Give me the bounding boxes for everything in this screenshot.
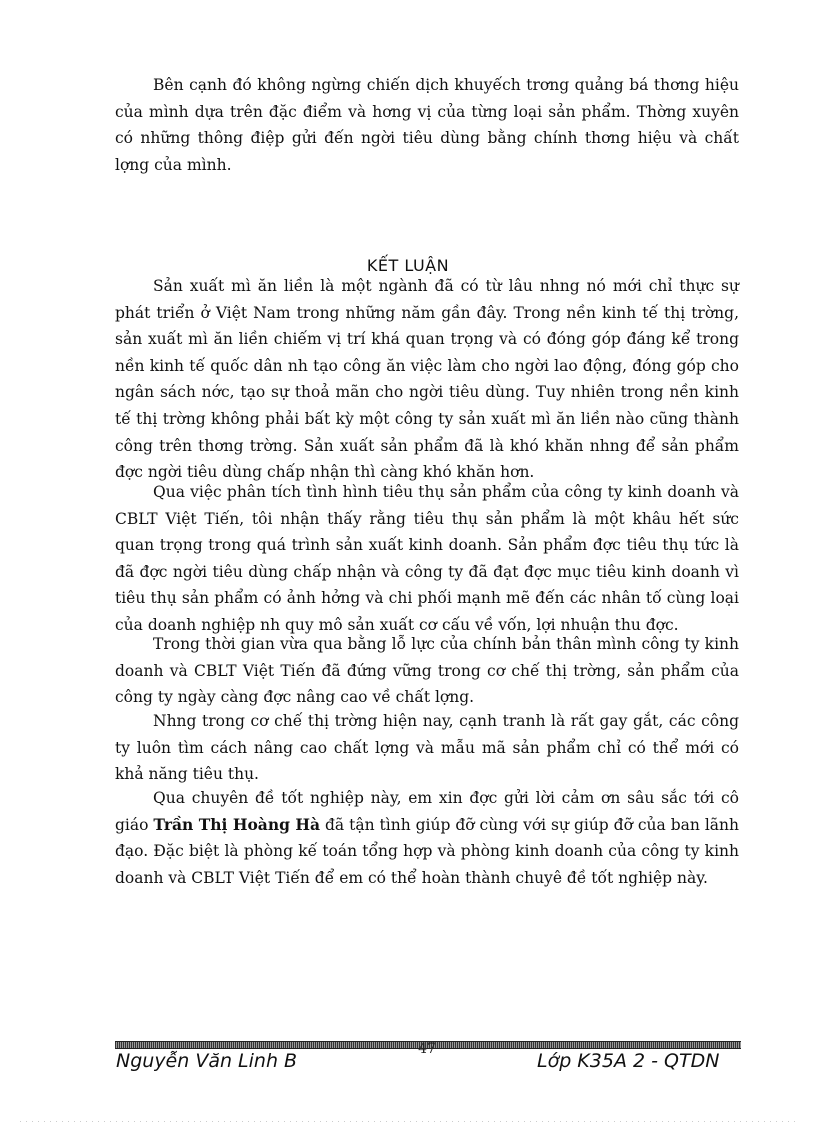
- thanks-text-after: đã tận tình giúp đỡ cùng với sự giúp đỡ của ban lãnh đạo. Đặc biệt là phòng kế toán tổng hợp và phòng kinh doanh của công ty kinh doanh và CBLT Việt Tiến để em có thể hoàn thành chuyê đề tốt nghiệp này.: [115, 815, 739, 887]
- body-paragraph: Nhng trong cơ chế thị trờng hiện nay, cạnh tranh là rất gay gắt, các công ty luôn tìm cách nâng cao chất lợng và mẫu mã sản phẩm chỉ có thể mới có khả năng tiêu thụ.: [115, 712, 739, 784]
- intro-paragraph: Bên cạnh đó không ngừng chiến dịch khuyếch trơng quảng bá thơng hiệu của mình dựa trên đặc điểm và hơng vị của từng loại sản phẩm. Thờng xuyên có những thông điệp gửi đến ngời tiêu dùng bằng chính thơng hiệu và chất lợng của mình.: [115, 76, 739, 174]
- thanks-text-before: Qua chuyên đề tốt nghiệp này, em xin đợc gửi lời cảm ơn sâu sắc tới cô giáo: [115, 789, 739, 834]
- footer-author: Nguyễn Văn Linh B: [116, 1050, 298, 1072]
- teacher-name: Trần Thị Hoàng Hà: [153, 814, 321, 834]
- body-paragraph: Sản xuất mì ăn liền là một ngành đã có từ lâu nhng nó mới chỉ thực sự phát triển ở Việt Nam trong những năm gần đây. Trong nền kinh tế thị trờng, sản xuất mì ăn liền chiếm vị trí khá quan trọng và có đóng góp đáng kể trong nền kinh tế quốc dân nh tạo công ăn việc làm cho ngời lao động, đóng góp cho ngân sách nớc, tạo sự thoả mãn cho ngời tiêu dùng. Tuy nhiên trong nền kinh tế thị trờng không phải bất kỳ một công ty sản xuất mì ăn liền nào cũng thành công trên thơng trờng. Sản xuất sản phẩm đã là khó khăn nhng để sản phẩm đợc ngời tiêu dùng chấp nhận thì càng khó khăn hơn.: [115, 277, 739, 482]
- footer-class: Lớp K35A 2 - QTDN: [537, 1050, 720, 1072]
- page-edge-divider: [20, 1121, 796, 1122]
- section-heading: KẾT LUẬN: [366, 256, 450, 275]
- body-paragraph: Qua việc phân tích tình hình tiêu thụ sản phẩm của công ty kinh doanh và CBLT Việt Tiến, tôi nhận thấy rằng tiêu thụ sản phẩm là một khâu hết sức quan trọng trong quá trình sản xuất kinh doanh. Sản phẩm đợc tiêu thụ tức là đã đợc ngời tiêu dùng chấp nhận và công ty đã đạt đợc mục tiêu kinh doanh vì tiêu thụ sản phẩm có ảnh hởng và chi phối mạnh mẽ đến các nhân tố cùng loại của doanh nghiệp nh quy mô sản xuất cơ cấu về vốn, lợi nhuận thu đợc.: [115, 483, 739, 634]
- page-number: 47: [418, 1041, 436, 1057]
- thanks-paragraph: [115, 785, 739, 891]
- body-paragraph: Trong thời gian vừa qua bằng lỗ lực của chính bản thân mình công ty kinh doanh và CBLT Việt Tiến đã đứng vững trong cơ chế thị trờng, sản phẩm của công ty ngày càng đợc nâng cao về chất lợng.: [115, 635, 739, 707]
